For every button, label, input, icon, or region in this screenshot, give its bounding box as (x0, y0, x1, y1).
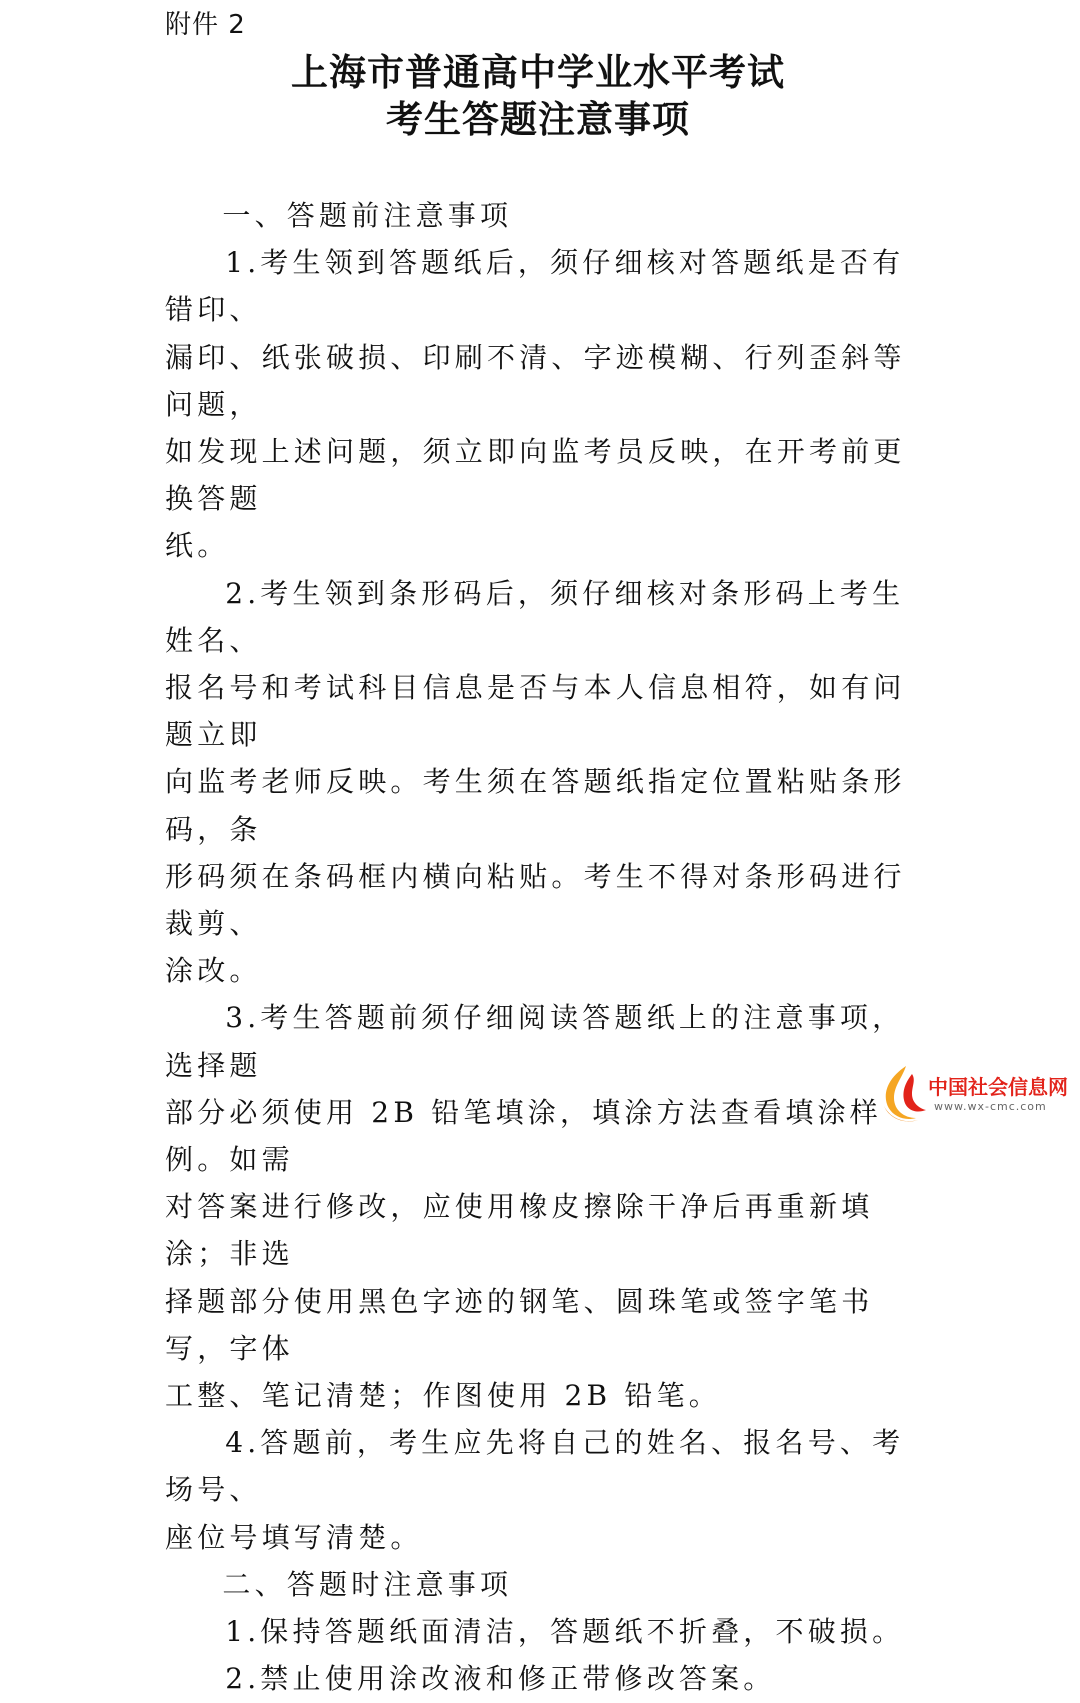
site-watermark (876, 1060, 1080, 1126)
paragraph-item-6: 2.禁止使用涂改液和修正带修改答案。 (225, 1662, 776, 1696)
section-heading-during-answering: 二、答题时注意事项 (222, 1567, 513, 1601)
attachment-label: 附件 2 (165, 10, 246, 40)
paragraph-item-3: 3.考生答题前须仔细阅读答题纸上的注意事项，选择题 部分必须使用 2B 铅笔填涂，填涂方法查看填涂样例。如需 对答案进行修改，应使用橡皮擦除干净后再重新填涂；非选 择题部分使用黑色字迹的钢笔、圆珠笔或签字笔书写，字体 工整、笔记清楚；作图使用 2B 铅笔。 (165, 1001, 905, 1413)
paragraph-item-2: 2.考生领到条形码后，须仔细核对条形码上考生姓名、 报名号和考试科目信息是否与本人信息相符，如有问题立即 向监考老师反映。考生须在答题纸指定位置粘贴条形码，条 形码须在条码框内横向粘贴。考生不得对条形码进行裁剪、 涂改。 (165, 576, 906, 988)
paragraph-item-1: 1.考生领到答题纸后，须仔细核对答题纸是否有错印、 漏印、纸张破损、印刷不清、字迹模糊、行列歪斜等问题， 如发现上述问题，须立即向监考员反映，在开考前更换答题 纸。 (165, 246, 906, 563)
document-body (165, 192, 925, 1703)
paragraph-item-4: 4.答题前，考生应先将自己的姓名、报名号、考场号、 座位号填写清楚。 (165, 1426, 905, 1554)
document-title-line-2: 考生答题注意事项 (386, 98, 690, 141)
watermark-site-url: www.wx-cmc.com (934, 1100, 1047, 1113)
flame-logo-icon (876, 1060, 932, 1126)
section-heading-before-answering: 一、答题前注意事项 (222, 199, 513, 232)
paragraph-item-5: 1.保持答题纸面清洁，答题纸不折叠，不破损。 (225, 1615, 905, 1649)
document-title-line-1: 上海市普通高中学业水平考试 (291, 51, 785, 94)
watermark-site-title: 中国社会信息网 (928, 1075, 1068, 1099)
